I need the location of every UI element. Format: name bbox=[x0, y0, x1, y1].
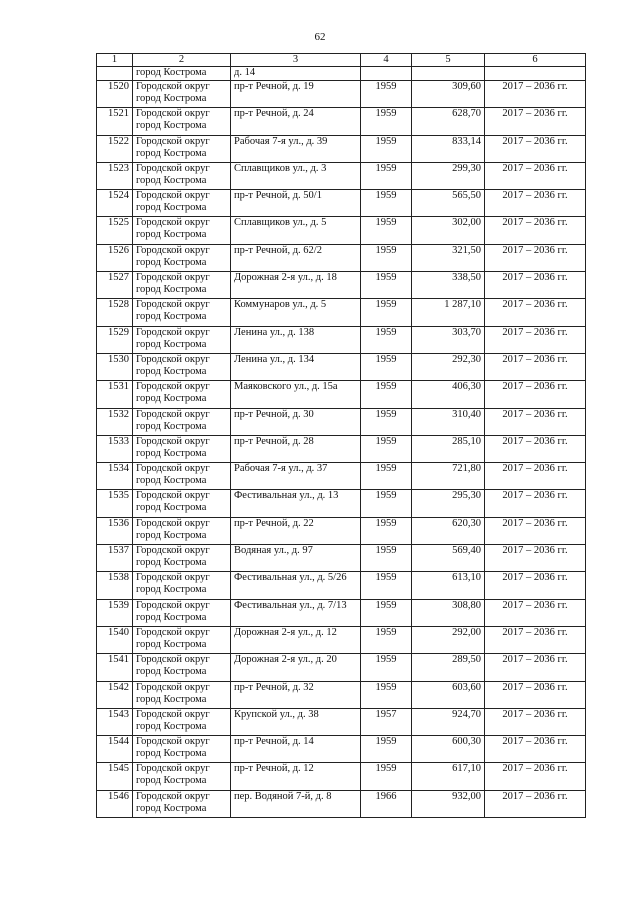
cell-municipality: Городской округ город Кострома bbox=[133, 162, 231, 189]
continuation-address: д. 14 bbox=[231, 67, 361, 81]
cell-address: Водяная ул., д. 97 bbox=[231, 545, 361, 572]
table-row bbox=[97, 81, 586, 108]
cell-year-built: 1959 bbox=[361, 463, 412, 490]
cell-year-built: 1959 bbox=[361, 408, 412, 435]
registry-body bbox=[97, 67, 586, 818]
cell-area: 924,70 bbox=[412, 708, 485, 735]
cell-year-built: 1959 bbox=[361, 244, 412, 271]
cell-year-built: 1959 bbox=[361, 599, 412, 626]
cell-row-number: 1524 bbox=[97, 190, 133, 217]
cell-year-built: 1959 bbox=[361, 435, 412, 462]
cell-repair-period: 2017 – 2036 гг. bbox=[485, 408, 586, 435]
cell-repair-period: 2017 – 2036 гг. bbox=[485, 381, 586, 408]
column-header-6: 6 bbox=[485, 54, 586, 67]
cell-address: Ленина ул., д. 134 bbox=[231, 353, 361, 380]
cell-area: 309,60 bbox=[412, 81, 485, 108]
cell-area: 833,14 bbox=[412, 135, 485, 162]
table-row bbox=[97, 763, 586, 790]
cell-repair-period: 2017 – 2036 гг. bbox=[485, 763, 586, 790]
cell-repair-period: 2017 – 2036 гг. bbox=[485, 708, 586, 735]
cell-area: 321,50 bbox=[412, 244, 485, 271]
cell-repair-period: 2017 – 2036 гг. bbox=[485, 135, 586, 162]
cell-address: Фестивальная ул., д. 7/13 bbox=[231, 599, 361, 626]
column-header-4: 4 bbox=[361, 54, 412, 67]
cell-area: 721,80 bbox=[412, 463, 485, 490]
housing-registry-table bbox=[96, 53, 586, 818]
cell-repair-period: 2017 – 2036 гг. bbox=[485, 654, 586, 681]
cell-year-built: 1966 bbox=[361, 790, 412, 817]
cell-municipality: Городской округ город Кострома bbox=[133, 654, 231, 681]
cell-row-number: 1539 bbox=[97, 599, 133, 626]
cell-address: пр-т Речной, д. 24 bbox=[231, 108, 361, 135]
cell-area: 1 287,10 bbox=[412, 299, 485, 326]
cell-municipality: Городской округ город Кострома bbox=[133, 599, 231, 626]
table-row bbox=[97, 381, 586, 408]
table-row bbox=[97, 654, 586, 681]
cell-row-number: 1533 bbox=[97, 435, 133, 462]
cell-area: 292,30 bbox=[412, 353, 485, 380]
cell-address: Сплавщиков ул., д. 5 bbox=[231, 217, 361, 244]
cell-municipality: Городской округ город Кострома bbox=[133, 408, 231, 435]
cell-municipality: Городской округ город Кострома bbox=[133, 517, 231, 544]
cell-repair-period: 2017 – 2036 гг. bbox=[485, 81, 586, 108]
cell-year-built: 1959 bbox=[361, 81, 412, 108]
cell-address: Ленина ул., д. 138 bbox=[231, 326, 361, 353]
cell-municipality: Городской округ город Кострома bbox=[133, 272, 231, 299]
cell-area: 617,10 bbox=[412, 763, 485, 790]
table-row bbox=[97, 435, 586, 462]
cell-area: 310,40 bbox=[412, 408, 485, 435]
cell-year-built: 1959 bbox=[361, 353, 412, 380]
column-number-row bbox=[97, 54, 586, 67]
continuation-area bbox=[412, 67, 485, 81]
cell-area: 628,70 bbox=[412, 108, 485, 135]
cell-year-built: 1959 bbox=[361, 736, 412, 763]
continuation-period bbox=[485, 67, 586, 81]
cell-year-built: 1959 bbox=[361, 326, 412, 353]
cell-year-built: 1959 bbox=[361, 272, 412, 299]
cell-area: 289,50 bbox=[412, 654, 485, 681]
cell-municipality: Городской округ город Кострома bbox=[133, 353, 231, 380]
cell-row-number: 1532 bbox=[97, 408, 133, 435]
cell-address: пр-т Речной, д. 28 bbox=[231, 435, 361, 462]
cell-repair-period: 2017 – 2036 гг. bbox=[485, 326, 586, 353]
cell-year-built: 1959 bbox=[361, 299, 412, 326]
cell-address: пр-т Речной, д. 22 bbox=[231, 517, 361, 544]
cell-address: Фестивальная ул., д. 5/26 bbox=[231, 572, 361, 599]
cell-municipality: Городской округ город Кострома bbox=[133, 135, 231, 162]
cell-repair-period: 2017 – 2036 гг. bbox=[485, 517, 586, 544]
cell-area: 285,10 bbox=[412, 435, 485, 462]
cell-row-number: 1531 bbox=[97, 381, 133, 408]
column-header-3: 3 bbox=[231, 54, 361, 67]
cell-address: пр-т Речной, д. 14 bbox=[231, 736, 361, 763]
cell-row-number: 1522 bbox=[97, 135, 133, 162]
cell-repair-period: 2017 – 2036 гг. bbox=[485, 736, 586, 763]
table-row bbox=[97, 626, 586, 653]
cell-address: пер. Водяной 7-й, д. 8 bbox=[231, 790, 361, 817]
cell-municipality: Городской округ город Кострома bbox=[133, 736, 231, 763]
cell-address: Дорожная 2-я ул., д. 12 bbox=[231, 626, 361, 653]
cell-row-number: 1541 bbox=[97, 654, 133, 681]
cell-address: Сплавщиков ул., д. 3 bbox=[231, 162, 361, 189]
page-number: 62 bbox=[314, 31, 326, 43]
cell-year-built: 1959 bbox=[361, 626, 412, 653]
cell-area: 613,10 bbox=[412, 572, 485, 599]
table-row bbox=[97, 599, 586, 626]
cell-municipality: Городской округ город Кострома bbox=[133, 326, 231, 353]
cell-repair-period: 2017 – 2036 гг. bbox=[485, 272, 586, 299]
cell-repair-period: 2017 – 2036 гг. bbox=[485, 599, 586, 626]
cell-area: 299,30 bbox=[412, 162, 485, 189]
cell-row-number: 1545 bbox=[97, 763, 133, 790]
cell-address: Дорожная 2-я ул., д. 20 bbox=[231, 654, 361, 681]
cell-row-number: 1529 bbox=[97, 326, 133, 353]
cell-area: 569,40 bbox=[412, 545, 485, 572]
cell-year-built: 1959 bbox=[361, 681, 412, 708]
continuation-row bbox=[97, 67, 586, 81]
cell-repair-period: 2017 – 2036 гг. bbox=[485, 790, 586, 817]
table-row bbox=[97, 708, 586, 735]
table-row bbox=[97, 190, 586, 217]
cell-row-number: 1534 bbox=[97, 463, 133, 490]
table-row bbox=[97, 272, 586, 299]
cell-repair-period: 2017 – 2036 гг. bbox=[485, 545, 586, 572]
cell-repair-period: 2017 – 2036 гг. bbox=[485, 353, 586, 380]
cell-year-built: 1959 bbox=[361, 190, 412, 217]
table-row bbox=[97, 353, 586, 380]
cell-year-built: 1959 bbox=[361, 545, 412, 572]
cell-row-number: 1521 bbox=[97, 108, 133, 135]
cell-municipality: Городской округ город Кострома bbox=[133, 463, 231, 490]
column-header-1: 1 bbox=[97, 54, 133, 67]
table-row bbox=[97, 244, 586, 271]
cell-municipality: Городской округ город Кострома bbox=[133, 217, 231, 244]
cell-row-number: 1544 bbox=[97, 736, 133, 763]
cell-row-number: 1526 bbox=[97, 244, 133, 271]
cell-year-built: 1959 bbox=[361, 517, 412, 544]
cell-address: пр-т Речной, д. 50/1 bbox=[231, 190, 361, 217]
cell-row-number: 1536 bbox=[97, 517, 133, 544]
cell-address: Дорожная 2-я ул., д. 18 bbox=[231, 272, 361, 299]
cell-municipality: Городской округ город Кострома bbox=[133, 763, 231, 790]
cell-municipality: Городской округ город Кострома bbox=[133, 108, 231, 135]
cell-municipality: Городской округ город Кострома bbox=[133, 81, 231, 108]
cell-area: 603,60 bbox=[412, 681, 485, 708]
cell-address: пр-т Речной, д. 32 bbox=[231, 681, 361, 708]
cell-repair-period: 2017 – 2036 гг. bbox=[485, 435, 586, 462]
cell-year-built: 1959 bbox=[361, 162, 412, 189]
cell-repair-period: 2017 – 2036 гг. bbox=[485, 681, 586, 708]
cell-year-built: 1957 bbox=[361, 708, 412, 735]
cell-row-number: 1527 bbox=[97, 272, 133, 299]
table-row bbox=[97, 736, 586, 763]
cell-area: 295,30 bbox=[412, 490, 485, 517]
cell-address: пр-т Речной, д. 30 bbox=[231, 408, 361, 435]
cell-municipality: Городской округ город Кострома bbox=[133, 381, 231, 408]
table-row bbox=[97, 790, 586, 817]
cell-address: Коммунаров ул., д. 5 bbox=[231, 299, 361, 326]
cell-municipality: Городской округ город Кострома bbox=[133, 545, 231, 572]
cell-repair-period: 2017 – 2036 гг. bbox=[485, 299, 586, 326]
cell-address: Рабочая 7-я ул., д. 37 bbox=[231, 463, 361, 490]
cell-repair-period: 2017 – 2036 гг. bbox=[485, 244, 586, 271]
cell-repair-period: 2017 – 2036 гг. bbox=[485, 490, 586, 517]
column-header-5: 5 bbox=[412, 54, 485, 67]
cell-row-number: 1546 bbox=[97, 790, 133, 817]
cell-address: пр-т Речной, д. 19 bbox=[231, 81, 361, 108]
cell-year-built: 1959 bbox=[361, 381, 412, 408]
continuation-year bbox=[361, 67, 412, 81]
cell-repair-period: 2017 – 2036 гг. bbox=[485, 108, 586, 135]
cell-address: Фестивальная ул., д. 13 bbox=[231, 490, 361, 517]
cell-year-built: 1959 bbox=[361, 135, 412, 162]
cell-municipality: Городской округ город Кострома bbox=[133, 790, 231, 817]
cell-area: 620,30 bbox=[412, 517, 485, 544]
cell-row-number: 1543 bbox=[97, 708, 133, 735]
cell-repair-period: 2017 – 2036 гг. bbox=[485, 217, 586, 244]
cell-row-number: 1537 bbox=[97, 545, 133, 572]
cell-row-number: 1538 bbox=[97, 572, 133, 599]
cell-repair-period: 2017 – 2036 гг. bbox=[485, 626, 586, 653]
cell-address: пр-т Речной, д. 62/2 bbox=[231, 244, 361, 271]
cell-row-number: 1542 bbox=[97, 681, 133, 708]
table-row bbox=[97, 162, 586, 189]
table-row bbox=[97, 490, 586, 517]
cell-repair-period: 2017 – 2036 гг. bbox=[485, 162, 586, 189]
cell-row-number: 1525 bbox=[97, 217, 133, 244]
cell-municipality: Городской округ город Кострома bbox=[133, 572, 231, 599]
table-row bbox=[97, 108, 586, 135]
cell-address: пр-т Речной, д. 12 bbox=[231, 763, 361, 790]
cell-row-number: 1523 bbox=[97, 162, 133, 189]
cell-municipality: Городской округ город Кострома bbox=[133, 708, 231, 735]
cell-area: 303,70 bbox=[412, 326, 485, 353]
cell-municipality: Городской округ город Кострома bbox=[133, 626, 231, 653]
cell-municipality: Городской округ город Кострома bbox=[133, 435, 231, 462]
cell-repair-period: 2017 – 2036 гг. bbox=[485, 190, 586, 217]
cell-year-built: 1959 bbox=[361, 490, 412, 517]
table-row bbox=[97, 463, 586, 490]
table-row bbox=[97, 299, 586, 326]
table-row bbox=[97, 408, 586, 435]
cell-area: 292,00 bbox=[412, 626, 485, 653]
table-row bbox=[97, 681, 586, 708]
cell-area: 932,00 bbox=[412, 790, 485, 817]
cell-year-built: 1959 bbox=[361, 654, 412, 681]
cell-year-built: 1959 bbox=[361, 763, 412, 790]
cell-municipality: Городской округ город Кострома bbox=[133, 190, 231, 217]
table-row bbox=[97, 326, 586, 353]
cell-area: 338,50 bbox=[412, 272, 485, 299]
cell-municipality: Городской округ город Кострома bbox=[133, 490, 231, 517]
cell-row-number: 1530 bbox=[97, 353, 133, 380]
cell-year-built: 1959 bbox=[361, 217, 412, 244]
table-row bbox=[97, 545, 586, 572]
table-row bbox=[97, 517, 586, 544]
cell-area: 308,80 bbox=[412, 599, 485, 626]
cell-row-number: 1540 bbox=[97, 626, 133, 653]
cell-repair-period: 2017 – 2036 гг. bbox=[485, 572, 586, 599]
cell-row-number: 1528 bbox=[97, 299, 133, 326]
table-row bbox=[97, 217, 586, 244]
cell-area: 406,30 bbox=[412, 381, 485, 408]
cell-area: 302,00 bbox=[412, 217, 485, 244]
continuation-city: город Кострома bbox=[133, 67, 231, 81]
cell-municipality: Городской округ город Кострома bbox=[133, 681, 231, 708]
cell-area: 565,50 bbox=[412, 190, 485, 217]
cell-address: Рабочая 7-я ул., д. 39 bbox=[231, 135, 361, 162]
table-row bbox=[97, 572, 586, 599]
table-row bbox=[97, 135, 586, 162]
cell-year-built: 1959 bbox=[361, 108, 412, 135]
cell-repair-period: 2017 – 2036 гг. bbox=[485, 463, 586, 490]
column-header-2: 2 bbox=[133, 54, 231, 67]
cell-address: Маяковского ул., д. 15а bbox=[231, 381, 361, 408]
cell-row-number: 1520 bbox=[97, 81, 133, 108]
cell-row-number: 1535 bbox=[97, 490, 133, 517]
continuation-num bbox=[97, 67, 133, 81]
cell-municipality: Городской округ город Кострома bbox=[133, 299, 231, 326]
cell-area: 600,30 bbox=[412, 736, 485, 763]
cell-municipality: Городской округ город Кострома bbox=[133, 244, 231, 271]
cell-address: Крупской ул., д. 38 bbox=[231, 708, 361, 735]
cell-year-built: 1959 bbox=[361, 572, 412, 599]
